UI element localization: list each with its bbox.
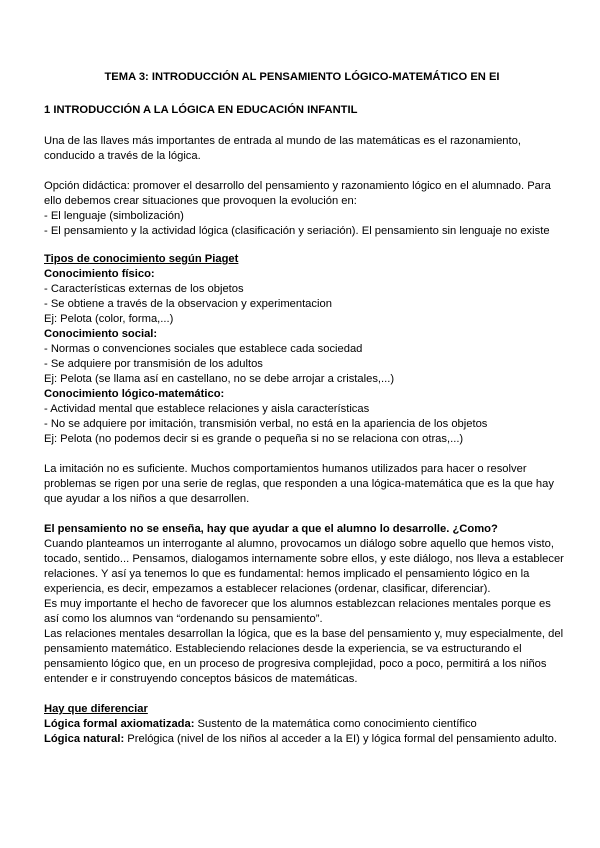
axiomatizada-line: [44, 717, 560, 732]
social-line-1: - Normas o convenciones sociales que establece cada sociedad: [44, 343, 363, 355]
logico-line-3: Ej: Pelota (no podemos decir si es grande o pequeña si no se relaciona con otras,...): [44, 433, 464, 445]
natural-text: Prelógica (nivel de los niños al acceder a la EI) y lógica formal del pensamiento adulto.: [124, 733, 558, 745]
natural-label: Lógica natural:: [44, 733, 125, 745]
pensamiento-line-2: tocado, sentido... Pensamos, dialogamos internamente sobre ellos, y este diálogo, nos lleva a establecer: [44, 553, 564, 565]
pensamiento-line-5: Es muy importante el hecho de favorecer que los alumnos establezcan relaciones mentales porque es: [44, 598, 551, 610]
imitacion-line-3: que ayudar a los niños a que desarrollen.: [44, 493, 250, 505]
imitacion-paragraph: [44, 462, 560, 507]
pensamiento-line-8: pensamiento matemático. Estableciendo relaciones desde la experiencia, se va estructurando el: [44, 643, 522, 655]
diferenciar-section: [44, 702, 560, 747]
pensamiento-line-1: Cuando planteamos un interrogante al alumno, provocamos un diálogo sobre aquello que hemos visto,: [44, 538, 554, 550]
intro-paragraph: [44, 134, 560, 164]
opcion-line-2: ello debemos crear situaciones que provoquen la evolución en:: [44, 195, 357, 207]
imitacion-line-2: problemas se rigen por una serie de reglas, que responden a una lógica-matemática que es la que hay: [44, 478, 554, 490]
piaget-section: [44, 252, 560, 447]
pensamiento-line-9: pensamiento lógico que, en un proceso de progresiva complejidad, poco a poco, permitirá a los niños: [44, 658, 547, 670]
logico-heading: Conocimiento lógico-matemático:: [44, 388, 225, 400]
piaget-heading: Tipos de conocimiento según Piaget: [44, 253, 239, 265]
imitacion-line-1: La imitación no es suficiente. Muchos comportamientos humanos utilizados para hacer o resolver: [44, 463, 527, 475]
pensamiento-line-6: así como los alumnos van “ordenando su pensamiento”.: [44, 613, 323, 625]
pensamiento-line-10: entender e ir construyendo conceptos básicos de matemáticas.: [44, 673, 358, 685]
social-line-2: - Se adquiere por transmisión de los adultos: [44, 358, 263, 370]
axiomatizada-text: Sustento de la matemática como conocimiento científico: [194, 718, 477, 730]
pensamiento-section: [44, 522, 564, 687]
axiomatizada-label: Lógica formal axiomatizada:: [44, 718, 195, 730]
social-line-3: Ej: Pelota (se llama así en castellano, no se debe arrojar a cristales,...): [44, 373, 395, 385]
pensamiento-line-7: Las relaciones mentales desarrollan la lógica, que es la base del pensamiento y, muy especialmente, del: [44, 628, 564, 640]
natural-line: [44, 732, 560, 747]
fisico-line-1: - Características externas de los objetos: [44, 283, 244, 295]
intro-line-2: conducido a través de la lógica.: [44, 150, 201, 162]
opcion-line-1: Opción didáctica: promover el desarrollo del pensamiento y razonamiento lógico en el alumnado. Para: [44, 180, 551, 192]
diferenciar-heading: Hay que diferenciar: [44, 703, 148, 715]
pensamiento-line-3: relaciones. Y así ya tenemos lo que es fundamental: hemos implicado el pensamiento lógico en la: [44, 568, 530, 580]
opcion-paragraph: [44, 179, 560, 239]
fisico-line-2: - Se obtiene a través de la observacion y experimentacion: [44, 298, 332, 310]
fisico-heading: Conocimiento físico:: [44, 268, 155, 280]
pensamiento-line-4: experiencia, es decir, empezamos a establecer relaciones (ordenar, clasificar, diferenciar).: [44, 583, 491, 595]
section-heading-intro: 1 INTRODUCCIÓN A LA LÓGICA EN EDUCACIÓN INFANTIL: [44, 104, 358, 116]
opcion-line-4: - El pensamiento y la actividad lógica (clasificación y seriación). El pensamiento sin lenguaje no existe: [44, 225, 550, 237]
social-heading: Conocimiento social:: [44, 328, 158, 340]
pensamiento-heading: El pensamiento no se enseña, hay que ayudar a que el alumno lo desarrolle. ¿Como?: [44, 523, 498, 535]
opcion-line-3: - El lenguaje (simbolización): [44, 210, 184, 222]
document-title: TEMA 3: INTRODUCCIÓN AL PENSAMIENTO LÓGICO-MATEMÁTICO EN EI: [104, 71, 500, 83]
logico-line-2: - No se adquiere por imitación, transmisión verbal, no está en la apariencia de los objetos: [44, 418, 488, 430]
intro-line-1: Una de las llaves más importantes de entrada al mundo de las matemáticas es el razonamiento,: [44, 135, 521, 147]
logico-line-1: - Actividad mental que establece relaciones y aisla características: [44, 403, 370, 415]
fisico-line-3: Ej: Pelota (color, forma,...): [44, 313, 174, 325]
